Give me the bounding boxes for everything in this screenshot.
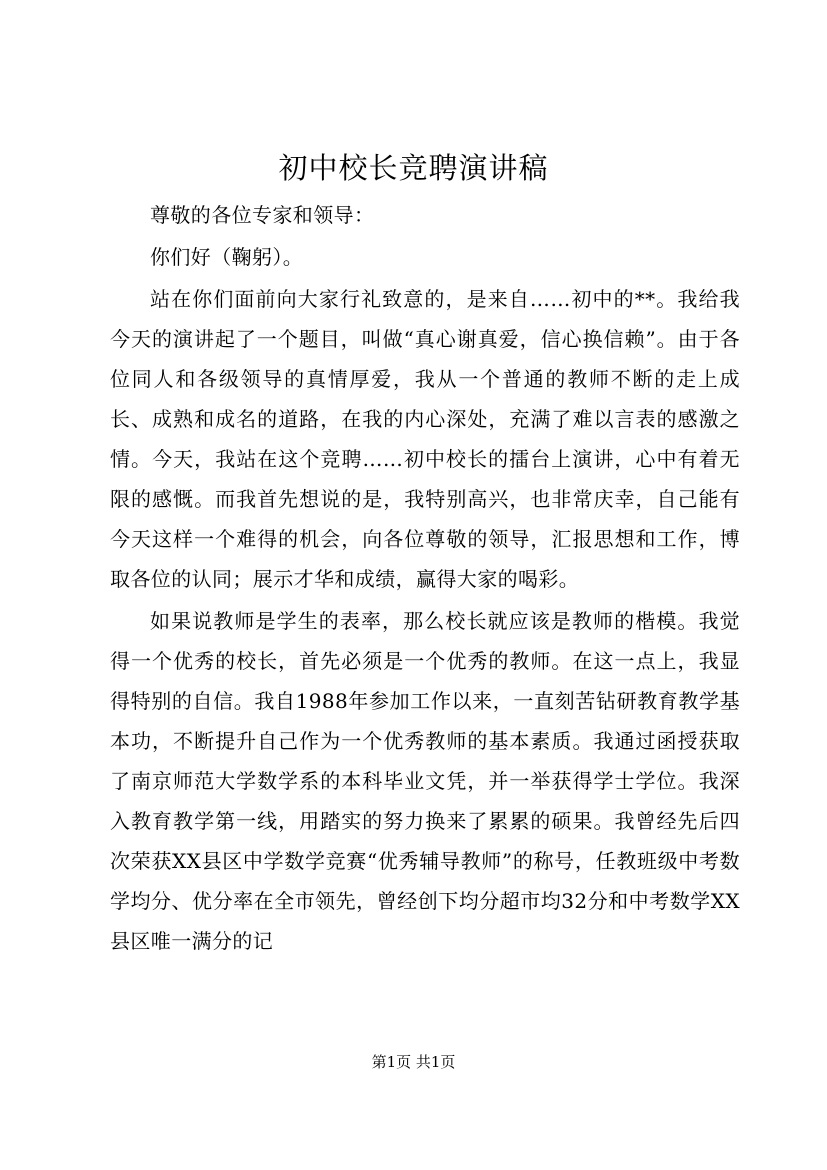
body-paragraph-2: 如果说教师是学生的表率，那么校长就应该是教师的楷模。我觉得一个优秀的校长，首先必须是一个优秀的教师。在这一点上，我显得特别的自信。我自1988年参加工作以来，一直刻苦钻研教育教学基本功，不断提升自己作为一个优秀教师的基本素质。我通过函授获取了南京师范大学数学系的本科毕业文凭，并一举获得学士学位。我深入教育教学第一线，用踏实的努力换来了累累的硕果。我曾经先后四次荣获XX县区中学数学竞赛“优秀辅导教师”的称号，任教班级中考数学均分、优分率在全市领先，曾经创下均分超市均32分和中考数学XX县区唯一满分的记 (110, 609, 740, 953)
document-title: 初中校长竞聘演讲稿 (278, 151, 549, 185)
page-footer: 第1页 共1页 (371, 1053, 456, 1071)
body-paragraph-1: 站在你们面前向大家行礼致意的，是来自……初中的**。我给我今天的演讲起了一个题目，叫做“真心谢真爱，信心换信赖”。由于各位同人和各级领导的真情厚爱，我从一个普通的教师不断的走上成长、成熟和成名的道路，在我的内心深处，充满了难以言表的感激之情。今天，我站在这个竞聘……初中校长的擂台上演讲，心中有着无限的感慨。而我首先想说的是，我特别高兴，也非常庆幸，自己能有今天这样一个难得的机会，向各位尊敬的领导，汇报思想和工作，博取各位的认同；展示才华和成绩，赢得大家的喝彩。 (110, 287, 740, 591)
document-body (110, 195, 740, 963)
greeting-paragraph: 你们好（鞠躬）。 (150, 245, 304, 269)
salutation-paragraph: 尊敬的各位专家和领导： (150, 203, 375, 227)
